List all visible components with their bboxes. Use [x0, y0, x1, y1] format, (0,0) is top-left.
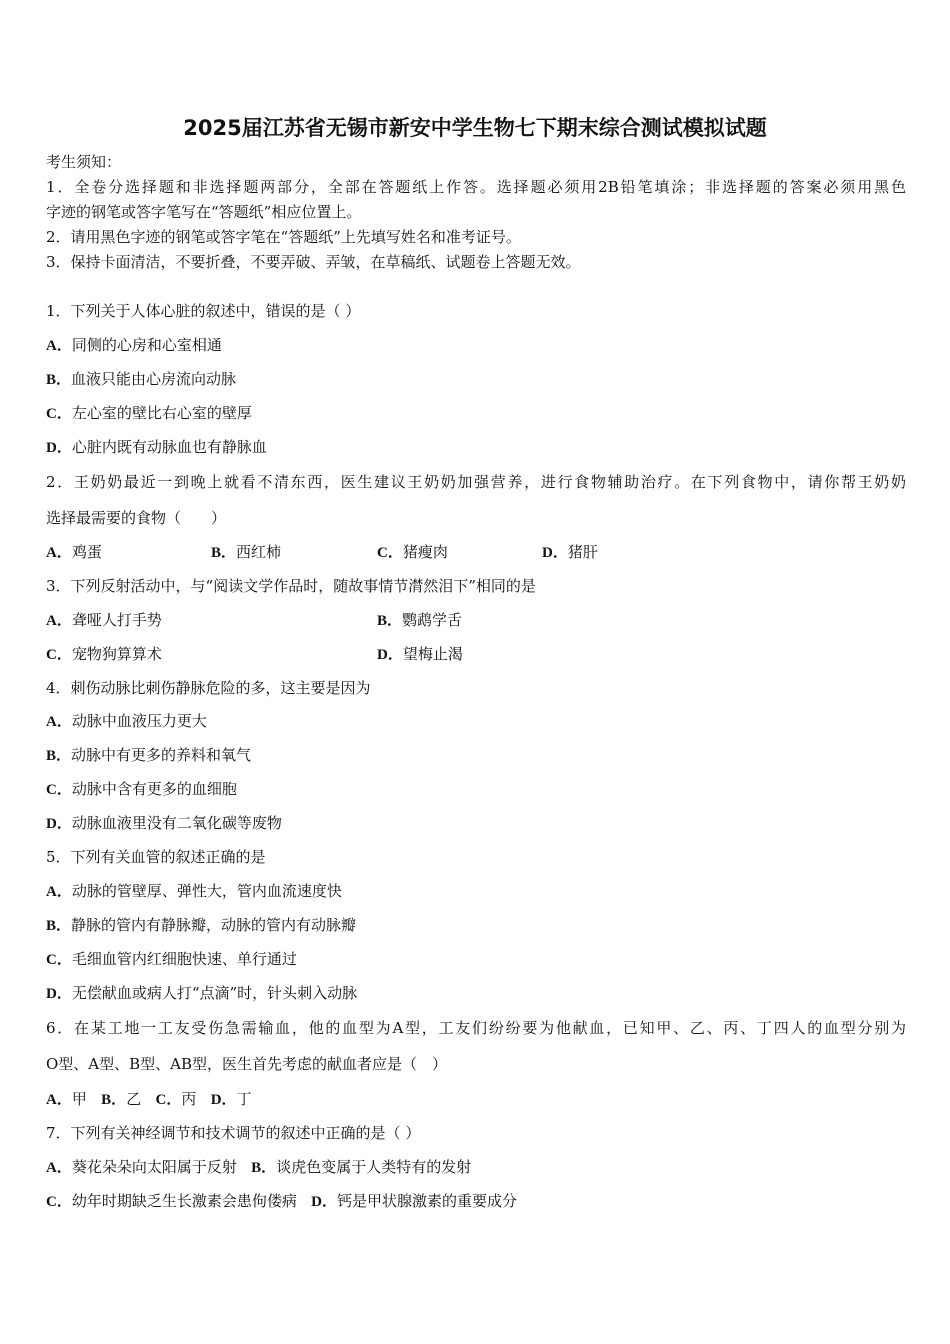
- notice-item-1-cont: 字迹的钢笔或答字笔写在“答题纸”相应位置上。: [46, 203, 362, 221]
- q5-option-b: [46, 915, 356, 936]
- q6-stem-line2: O型、A型、B型、AB型，医生首先考虑的献血者应是（ ）: [46, 1055, 448, 1073]
- option-text: 心脏内既有动脉血也有静脉血: [71, 438, 267, 456]
- q1-option-c: [46, 403, 252, 424]
- q7-options-row-1: [46, 1157, 471, 1178]
- option-label: D．: [542, 545, 568, 561]
- option-label: B．: [251, 1160, 277, 1176]
- q1-stem: 1．下列关于人体心脏的叙述中，错误的是（ ）: [46, 302, 361, 320]
- option-text: 望梅止渴: [402, 645, 463, 663]
- q2-stem-line1: 2．王奶奶最近一到晚上就看不清东西，医生建议王奶奶加强营养，进行食物辅助治疗。在下列食物中，请你帮王奶奶: [46, 473, 906, 491]
- q7-option-d: [311, 1192, 517, 1210]
- q3-options-row-2: [46, 644, 906, 664]
- option-text: 乙: [126, 1090, 142, 1108]
- option-text: 钙是甲状腺激素的重要成分: [337, 1192, 518, 1210]
- option-text: 无偿献血或病人打“点滴”时，针头刺入动脉: [71, 984, 358, 1002]
- option-label: A．: [46, 338, 72, 354]
- q6-option-b: [101, 1090, 141, 1108]
- q2-option-c: [377, 542, 448, 563]
- q5-option-a: [46, 881, 342, 902]
- option-label: D．: [210, 1092, 237, 1108]
- q6-option-c: [156, 1090, 197, 1108]
- q3-option-d: [377, 644, 463, 665]
- option-label: D．: [311, 1194, 338, 1210]
- q3-options-row-1: [46, 610, 906, 630]
- option-label: D．: [46, 816, 72, 832]
- option-text: 宠物狗算算术: [71, 645, 162, 663]
- option-label: C．: [155, 1092, 182, 1108]
- q6-stem-line1: 6．在某工地一工友受伤急需输血，他的血型为A型，工友们纷纷要为他献血，已知甲、乙、丙、丁四人的血型分别为: [46, 1019, 906, 1037]
- option-text: 甲: [71, 1090, 87, 1108]
- q5-option-d: [46, 983, 357, 1004]
- q3-option-b: [377, 610, 462, 631]
- option-label: C．: [46, 952, 72, 968]
- option-text: 鹦鹉学舌: [402, 611, 463, 629]
- option-text: 动脉血液里没有二氧化碳等废物: [71, 814, 282, 832]
- option-label: A．: [46, 1092, 72, 1108]
- option-label: C．: [377, 545, 403, 561]
- q7-stem: 7．下列有关神经调节和技术调节的叙述中正确的是（ ）: [46, 1124, 421, 1142]
- option-text: 同侧的心房和心室相通: [71, 336, 222, 354]
- q6-options-row: [46, 1089, 252, 1110]
- q7-option-c: [46, 1192, 297, 1210]
- option-text: 西红柿: [236, 543, 282, 561]
- option-text: 动脉中有更多的养料和氧气: [71, 746, 252, 764]
- q3-option-a: [46, 610, 162, 631]
- notice-item-1: 1．全卷分选择题和非选择题两部分，全部在答题纸上作答。选择题必须用2B铅笔填涂；非选择题的答案必须用黑色: [46, 178, 906, 196]
- option-text: 鸡蛋: [71, 543, 102, 561]
- q1-option-b: [46, 369, 236, 390]
- option-text: 左心室的壁比右心室的壁厚: [71, 404, 252, 422]
- q6-option-d: [211, 1090, 252, 1108]
- option-text: 猪瘦肉: [402, 543, 448, 561]
- q4-option-d: [46, 813, 282, 834]
- option-label: C．: [46, 647, 72, 663]
- q2-option-b: [211, 542, 281, 563]
- q7-option-b: [251, 1158, 471, 1176]
- option-text: 动脉中血液压力更大: [71, 712, 207, 730]
- option-label: C．: [46, 406, 72, 422]
- q5-option-c: [46, 949, 297, 970]
- option-text: 毛细血管内红细胞快速、单行通过: [71, 950, 297, 968]
- page-title: 2025届江苏省无锡市新安中学生物七下期末综合测试模拟试题: [183, 116, 767, 140]
- notice-heading: 考生须知：: [46, 153, 122, 171]
- option-label: B．: [211, 545, 237, 561]
- option-label: A．: [46, 545, 72, 561]
- q3-option-c: [46, 644, 162, 665]
- option-label: B．: [46, 918, 72, 934]
- q4-option-b: [46, 745, 251, 766]
- q7-options-row-2: [46, 1191, 517, 1212]
- notice-item-3: 3．保持卡面清洁，不要折叠，不要弄破、弄皱，在草稿纸、试题卷上答题无效。: [46, 253, 581, 271]
- option-text: 丁: [236, 1090, 252, 1108]
- q4-option-c: [46, 779, 237, 800]
- option-text: 谈虎色变属于人类特有的发射: [276, 1158, 472, 1176]
- option-label: A．: [46, 884, 72, 900]
- option-text: 葵花朵朵向太阳属于反射: [71, 1158, 237, 1176]
- q2-options-row: [46, 542, 906, 562]
- notice-item-2: 2．请用黑色字迹的钢笔或答字笔在“答题纸”上先填写姓名和准考证号。: [46, 228, 521, 246]
- q5-stem: 5．下列有关血管的叙述正确的是: [46, 848, 266, 866]
- option-text: 幼年时期缺乏生长激素会患佝偻病: [71, 1192, 297, 1210]
- option-label: D．: [46, 986, 72, 1002]
- option-text: 动脉的管壁厚、弹性大，管内血流速度快: [71, 882, 342, 900]
- option-label: A．: [46, 1160, 72, 1176]
- option-label: B．: [46, 748, 72, 764]
- option-label: A．: [46, 714, 72, 730]
- option-text: 动脉中含有更多的血细胞: [71, 780, 237, 798]
- option-label: D．: [377, 647, 403, 663]
- q2-stem-line2: 选择最需要的食物（ ）: [46, 509, 227, 527]
- q4-stem: 4．刺伤动脉比刺伤静脉危险的多，这主要是因为: [46, 679, 371, 697]
- q1-option-d: [46, 437, 267, 458]
- option-label: C．: [46, 1194, 72, 1210]
- option-label: D．: [46, 440, 72, 456]
- option-text: 血液只能由心房流向动脉: [71, 370, 237, 388]
- option-label: A．: [46, 613, 72, 629]
- option-label: B．: [46, 372, 72, 388]
- q3-stem: 3．下列反射活动中，与“阅读文学作品时，随故事情节潸然泪下”相同的是: [46, 577, 536, 595]
- option-label: B．: [377, 613, 403, 629]
- q7-option-a: [46, 1158, 237, 1176]
- q6-option-a: [46, 1090, 87, 1108]
- option-text: 丙: [181, 1090, 197, 1108]
- q1-option-a: [46, 335, 222, 356]
- q2-option-a: [46, 542, 102, 563]
- option-text: 猪肝: [567, 543, 598, 561]
- option-text: 聋哑人打手势: [71, 611, 162, 629]
- option-text: 静脉的管内有静脉瓣，动脉的管内有动脉瓣: [71, 916, 357, 934]
- q4-option-a: [46, 711, 207, 732]
- q2-option-d: [542, 542, 598, 563]
- option-label: B．: [101, 1092, 127, 1108]
- option-label: C．: [46, 782, 72, 798]
